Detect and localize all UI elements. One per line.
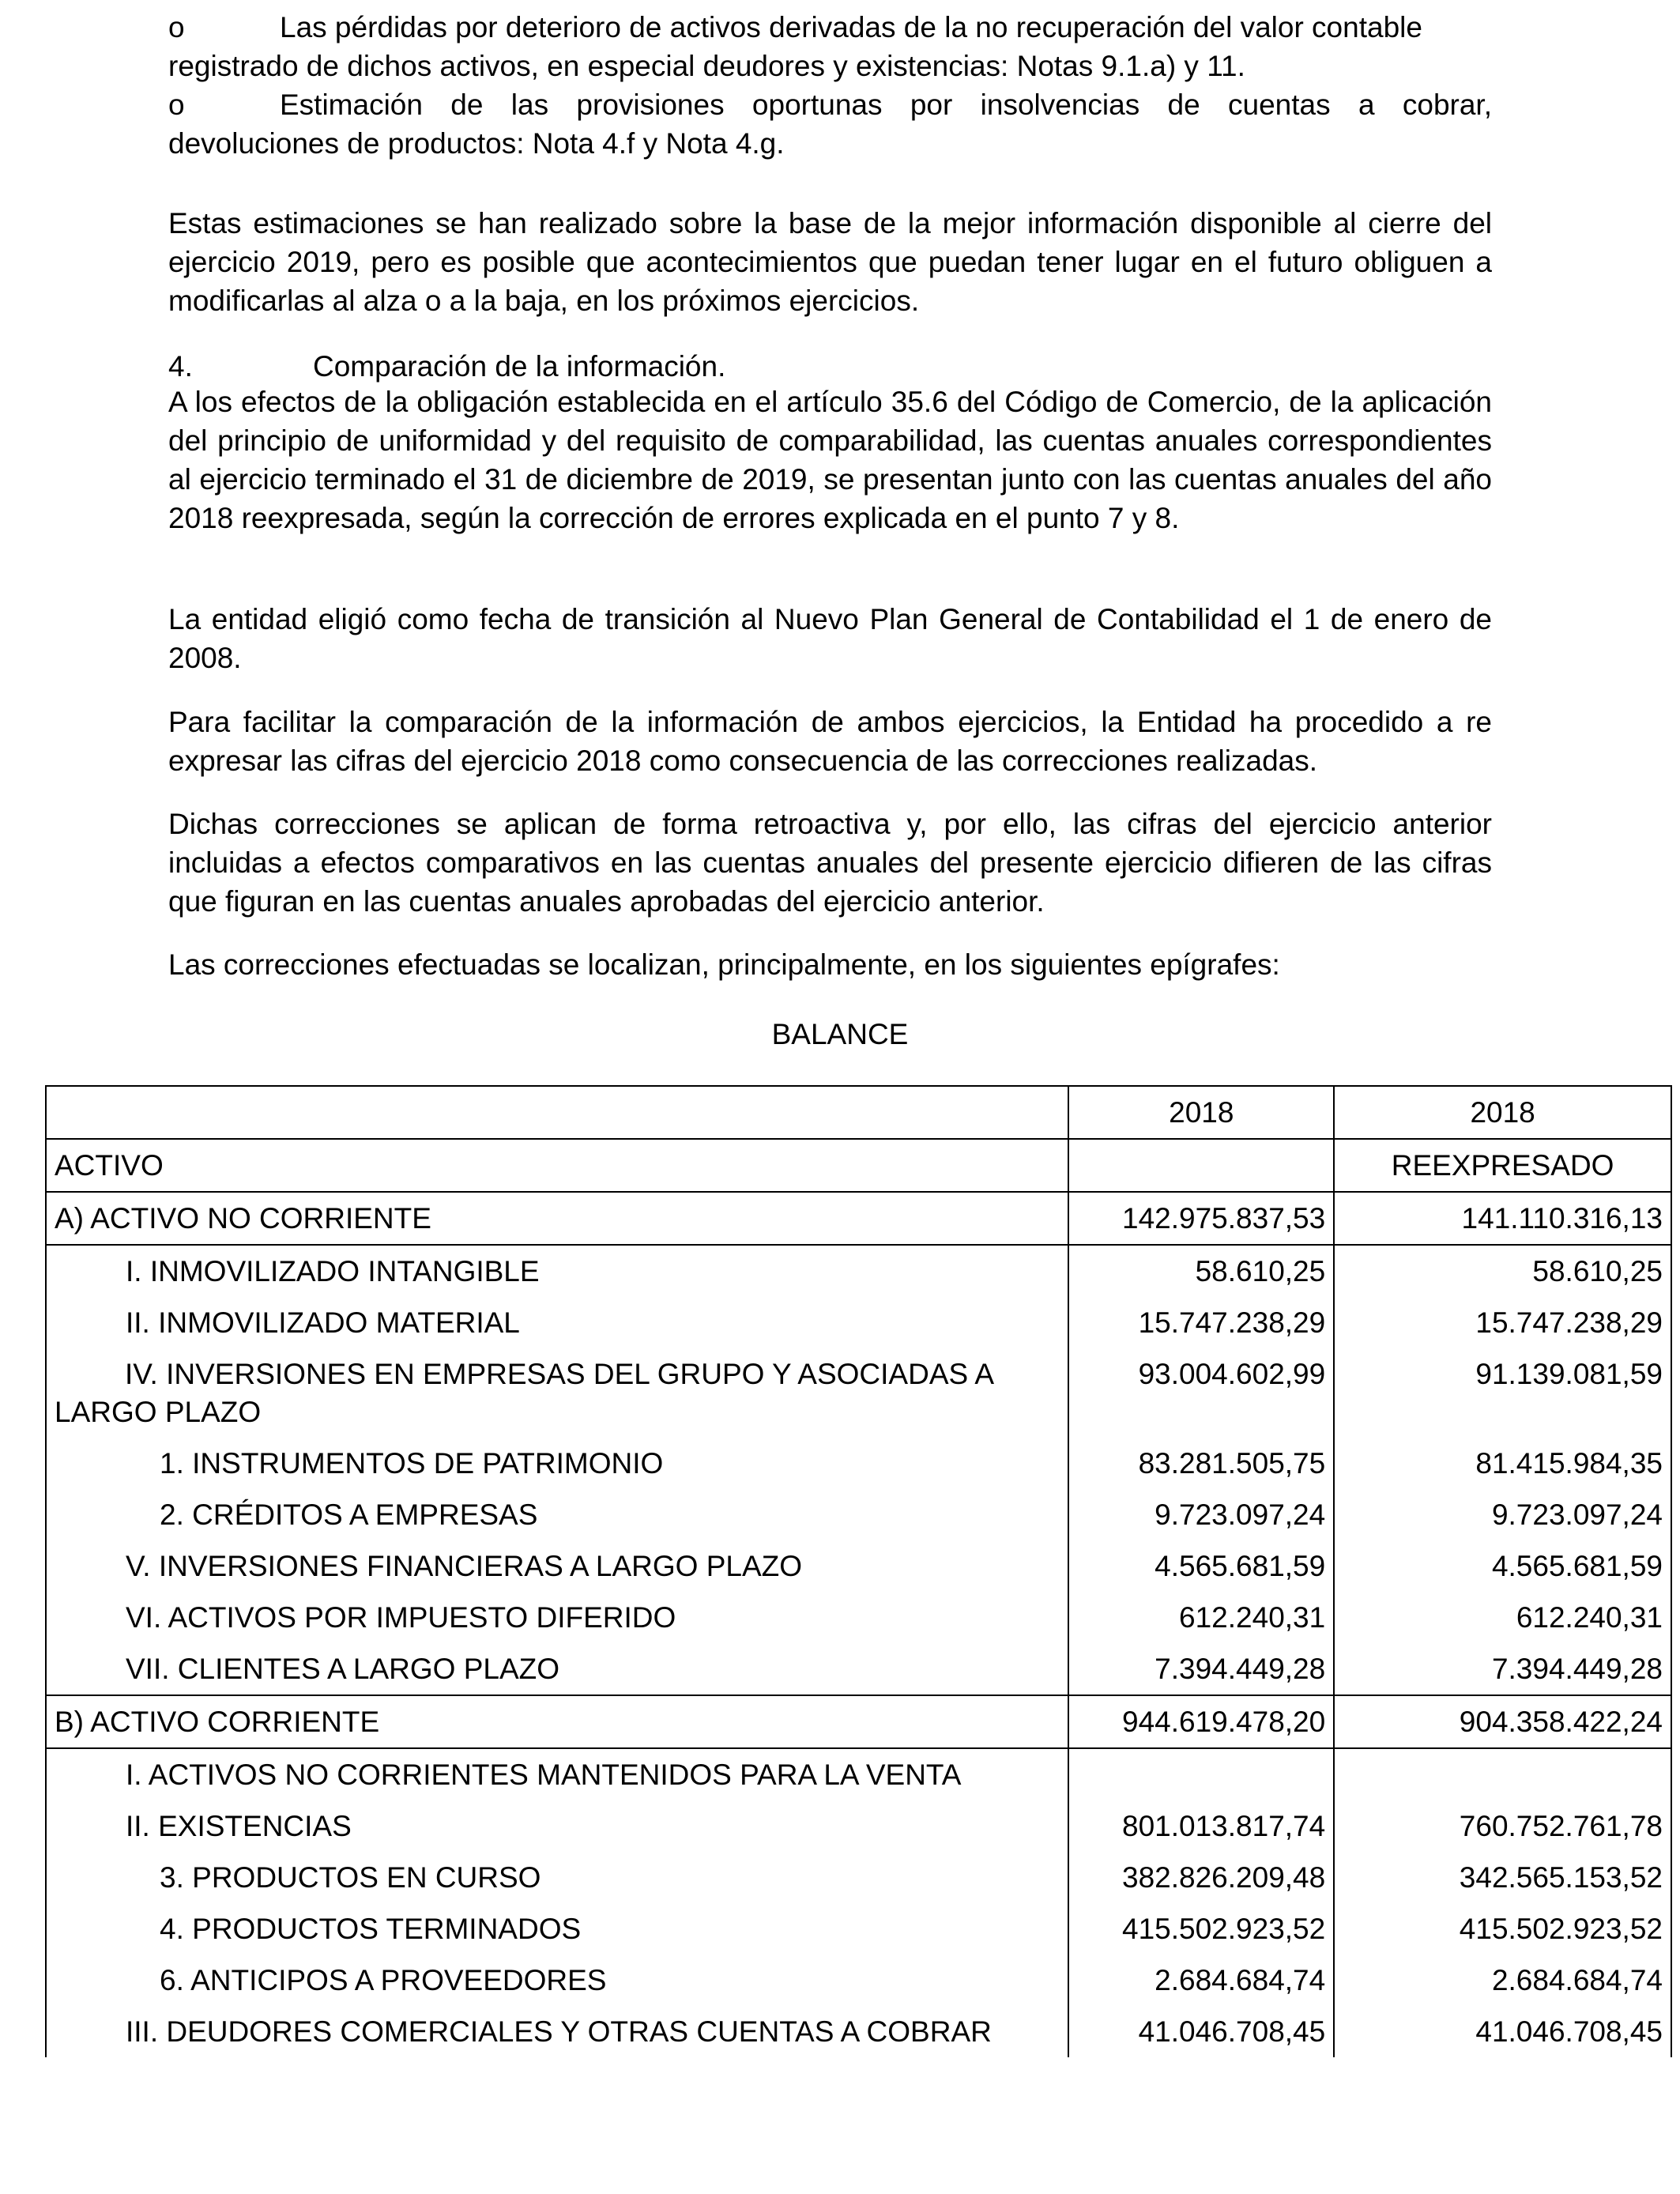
header-year-2018-reexpresado: 2018 — [1334, 1086, 1671, 1139]
paragraph-retroactiva: Dichas correcciones se aplican de forma retroactiva y, por ello, las cifras del ejercicio anterior incluidas a efectos comparativos en las cuentas anuales del presente ejercicio difieren de las cifras que figuran en las cuentas anuales aprobadas del ejercicio anterior. — [168, 808, 1492, 918]
row-label: VI. ACTIVOS POR IMPUESTO DIFERIDO — [46, 1592, 1068, 1643]
section-heading — [168, 347, 1492, 386]
row-label: B) ACTIVO CORRIENTE — [46, 1695, 1068, 1748]
row-value-reexpresado: 7.394.449,28 — [1334, 1643, 1671, 1695]
row-label: 6. ANTICIPOS A PROVEEDORES — [46, 1955, 1068, 2006]
table-row — [46, 1748, 1671, 1800]
row-value-2018: 415.502.923,52 — [1068, 1903, 1334, 1955]
row-value-2018: 41.046.708,45 — [1068, 2006, 1334, 2057]
row-value-2018: 93.004.602,99 — [1068, 1348, 1334, 1438]
balance-title: BALANCE — [771, 1018, 909, 1050]
row-label: III. DEUDORES COMERCIALES Y OTRAS CUENTAS A COBRAR — [46, 2006, 1068, 2057]
table-row — [46, 1800, 1671, 1852]
bullet-item-deterioro — [168, 8, 1492, 85]
row-value-reexpresado: 41.046.708,45 — [1334, 2006, 1671, 2057]
table-row — [46, 1540, 1671, 1592]
bullet-text-first: Las pérdidas por deterioro de activos derivadas de la no recuperación del valor contable — [280, 11, 1422, 43]
row-value-2018: 382.826.209,48 — [1068, 1852, 1334, 1903]
bullet-list — [168, 8, 1492, 163]
section-number: 4. — [168, 350, 193, 383]
table-row — [46, 1643, 1671, 1695]
table-row — [46, 1192, 1671, 1245]
row-value-reexpresado: 342.565.153,52 — [1334, 1852, 1671, 1903]
paragraph-comparabilidad: A los efectos de la obligación establecida en el artículo 35.6 del Código de Comercio, de la aplicación del principio de uniformidad y del requisito de comparabilidad, las cuentas anuales correspondientes al ejercicio terminado el 31 de diciembre de 2019, se presentan junto con las cuentas anuales del año 2018 reexpresada, según la corrección de errores explicada en el punto 7 y 8. — [168, 386, 1492, 534]
bullet-text-rest: registrado de dichos activos, en especial deudores y existencias: Notas 9.1.a) y 11. — [168, 50, 1245, 82]
row-value-2018: 83.281.505,75 — [1068, 1438, 1334, 1489]
header-year-2018: 2018 — [1068, 1086, 1334, 1139]
table-row — [46, 1695, 1671, 1748]
row-label: IV. INVERSIONES EN EMPRESAS DEL GRUPO Y ASOCIADAS A LARGO PLAZO — [46, 1348, 1068, 1438]
table-row — [46, 1903, 1671, 1955]
header-activo: ACTIVO — [46, 1139, 1068, 1192]
row-label: A) ACTIVO NO CORRIENTE — [46, 1192, 1068, 1245]
row-value-reexpresado: 4.565.681,59 — [1334, 1540, 1671, 1592]
header-reexpresado: REEXPRESADO — [1334, 1139, 1671, 1192]
table-row — [46, 1852, 1671, 1903]
row-value-reexpresado: 91.139.081,59 — [1334, 1348, 1671, 1438]
table-header-row-activo — [46, 1139, 1671, 1192]
section-title: Comparación de la información. — [313, 350, 726, 383]
row-value-2018: 15.747.238,29 — [1068, 1297, 1334, 1348]
row-value-2018: 944.619.478,20 — [1068, 1695, 1334, 1748]
table-row — [46, 1592, 1671, 1643]
paragraph-reexpresar: Para facilitar la comparación de la información de ambos ejercicios, la Entidad ha procedido a re expresar las cifras del ejercicio 2018 como consecuencia de las correcciones realizadas. — [168, 706, 1492, 777]
row-label: 1. INSTRUMENTOS DE PATRIMONIO — [46, 1438, 1068, 1489]
row-value-reexpresado: 760.752.761,78 — [1334, 1800, 1671, 1852]
row-value-2018: 801.013.817,74 — [1068, 1800, 1334, 1852]
row-value-2018: 612.240,31 — [1068, 1592, 1334, 1643]
table-header-row-years — [46, 1086, 1671, 1139]
row-value-2018: 9.723.097,24 — [1068, 1489, 1334, 1540]
row-label: 3. PRODUCTOS EN CURSO — [46, 1852, 1068, 1903]
bullet-text-first: Estimación de las provisiones oportunas por insolvencias de cuentas a cobrar, — [280, 89, 1492, 121]
row-label: V. INVERSIONES FINANCIERAS A LARGO PLAZO — [46, 1540, 1068, 1592]
row-value-reexpresado: 9.723.097,24 — [1334, 1489, 1671, 1540]
row-label: VII. CLIENTES A LARGO PLAZO — [46, 1643, 1068, 1695]
row-value-reexpresado: 15.747.238,29 — [1334, 1297, 1671, 1348]
paragraph-transicion: La entidad eligió como fecha de transición al Nuevo Plan General de Contabilidad el 1 de enero de 2008. — [168, 603, 1492, 674]
table-row — [46, 1955, 1671, 2006]
row-value-2018: 7.394.449,28 — [1068, 1643, 1334, 1695]
bullet-text-rest: devoluciones de productos: Nota 4.f y Nota 4.g. — [168, 127, 785, 160]
row-value-reexpresado — [1334, 1748, 1671, 1800]
bullet-item-provisiones — [168, 85, 1492, 163]
row-value-reexpresado: 2.684.684,74 — [1334, 1955, 1671, 2006]
row-value-2018: 4.565.681,59 — [1068, 1540, 1334, 1592]
table-row — [46, 1297, 1671, 1348]
row-label: 4. PRODUCTOS TERMINADOS — [46, 1903, 1068, 1955]
row-label: II. EXISTENCIAS — [46, 1800, 1068, 1852]
bullet-mark: o — [168, 89, 185, 121]
row-label: II. INMOVILIZADO MATERIAL — [46, 1297, 1068, 1348]
table-row — [46, 1438, 1671, 1489]
table-row — [46, 1489, 1671, 1540]
row-value-2018: 58.610,25 — [1068, 1245, 1334, 1297]
row-value-reexpresado: 81.415.984,35 — [1334, 1438, 1671, 1489]
row-label: 2. CRÉDITOS A EMPRESAS — [46, 1489, 1068, 1540]
row-label: I. ACTIVOS NO CORRIENTES MANTENIDOS PARA LA VENTA — [46, 1748, 1068, 1800]
row-value-reexpresado: 58.610,25 — [1334, 1245, 1671, 1297]
table-row — [46, 1245, 1671, 1297]
row-label: I. INMOVILIZADO INTANGIBLE — [46, 1245, 1068, 1297]
row-value-reexpresado: 612.240,31 — [1334, 1592, 1671, 1643]
table-row — [46, 1348, 1671, 1438]
row-value-2018 — [1068, 1748, 1334, 1800]
paragraph-epigrafes: Las correcciones efectuadas se localizan, principalmente, en los siguientes epígrafes: — [168, 948, 1280, 981]
bullet-mark: o — [168, 11, 185, 43]
row-value-reexpresado: 904.358.422,24 — [1334, 1695, 1671, 1748]
row-value-2018: 142.975.837,53 — [1068, 1192, 1334, 1245]
balance-table — [45, 1085, 1672, 2057]
header-blank — [1068, 1139, 1334, 1192]
header-empty-cell — [46, 1086, 1068, 1139]
row-value-2018: 2.684.684,74 — [1068, 1955, 1334, 2006]
row-value-reexpresado: 415.502.923,52 — [1334, 1903, 1671, 1955]
table-row — [46, 2006, 1671, 2057]
row-value-reexpresado: 141.110.316,13 — [1334, 1192, 1671, 1245]
paragraph-estimaciones: Estas estimaciones se han realizado sobre la base de la mejor información disponible al cierre del ejercicio 2019, pero es posible que acontecimientos que puedan tener lugar en el futuro obliguen a modificarlas al alza o a la baja, en los próximos ejercicios. — [168, 207, 1492, 317]
